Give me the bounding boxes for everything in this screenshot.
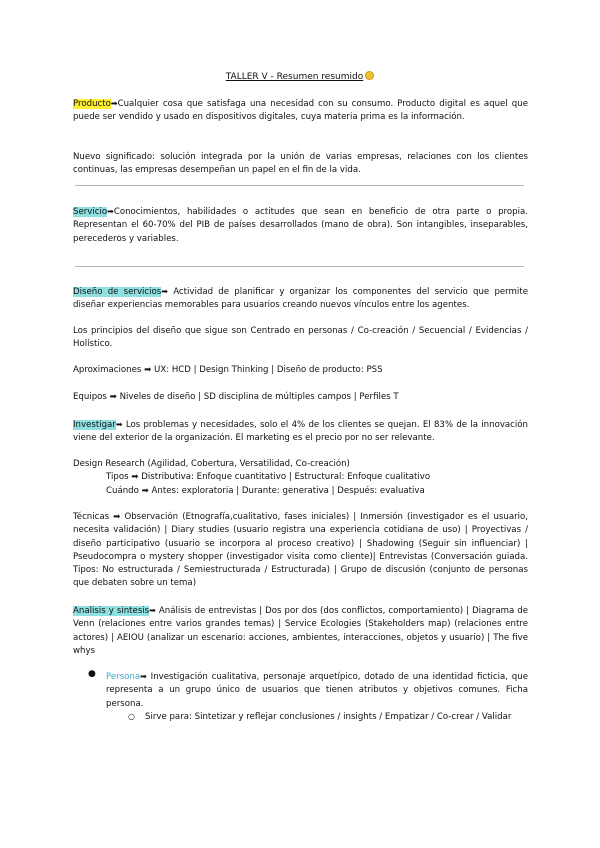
investigar-paragraph xyxy=(73,418,528,446)
producto-text: Cualquier cosa que satisfaga una necesidad con su consumo. Producto digital es aquel que puede ser vendido y usado en dispositivos digitales, cuya materia prima es la información. xyxy=(73,99,528,123)
tecnicas-paragraph: Técnicas ➡ Observación (Etnografía,cualitativo, fases iniciales) | Inmersión (investigador es el usuario, necesita validación) | Diary studies (usuario registra una experiencia cotidiana de uso) | Proyectivas / diseño participativo (usuario se incorpora al proceso creativo) | Shadowing (Seguir sin influenciar) | Pseudocompra o mystery shopper (investigador visita como cliente)| Entrevistas (Conversación guiada. Tipos: No estructurada / Semiestructurada / Estructurada) | Grupo de discusión (conjunto de personas que debaten sobre un tema) xyxy=(73,512,528,589)
investigar-text: Los problemas y necesidades, solo el 4% de los clientes se quejan. El 83% de la innovación viene del exterior de la organización. El marketing es el precio por no ser relevante. xyxy=(73,420,528,444)
design-research-line: Design Research (Agilidad, Cobertura, Versatilidad, Co-creación) xyxy=(73,459,350,469)
persona-paragraph xyxy=(106,670,528,711)
analisis-term: Analisis y sintesis xyxy=(73,606,150,616)
smiley-emoji-icon xyxy=(365,71,374,80)
aproximaciones-line: Aproximaciones ➡ UX: HCD | Design Thinking | Diseño de producto: PSS xyxy=(73,365,383,375)
diseno-paragraph xyxy=(73,285,528,313)
divider xyxy=(75,185,524,186)
sirve-para-paragraph: Sirve para: Sintetizar y reflejar conclusiones / insights / Empatizar / Co-crear / Validar xyxy=(145,712,512,722)
investigar-term: Investigar xyxy=(73,420,116,430)
persona-text: Investigación cualitativa, personaje arquetípico, dotado de una identidad ficticia, que representa a un grupo único de usuarios que tienen atributos y objetivos comunes. Ficha persona. xyxy=(106,672,528,709)
arrow-icon: ➡ xyxy=(110,99,118,108)
analisis-paragraph xyxy=(73,604,528,658)
persona-term: Persona xyxy=(106,672,141,682)
bullet-icon: ● xyxy=(88,669,96,679)
producto-nuevo-paragraph: Nuevo significado: solución integrada por la unión de varias empresas, relaciones con los clientes continuas, las empresas desempeñan un papel en el fin de la vida. xyxy=(73,152,528,176)
arrow-icon: ➡ xyxy=(115,420,123,429)
tipos-line: Tipos ➡ Distributiva: Enfoque cuantitativo | Estructural: Enfoque cualitativo xyxy=(106,472,431,482)
principios-paragraph: Los principios del diseño que sigue son Centrado en personas / Co-creación / Secuencial / Evidencias / Holístico. xyxy=(73,326,528,350)
servicio-term: Servicio xyxy=(73,207,108,217)
equipos-line: Equipos ➡ Niveles de diseño | SD disciplina de múltiples campos | Perfiles T xyxy=(73,392,399,402)
page-title: TALLER V - Resumen resumido xyxy=(0,71,600,82)
diseno-text: Actividad de planificar y organizar los componentes del servicio que permite diseñar experiencias memorables para usuarios creando nuevos vínculos entre los agentes. xyxy=(73,287,528,311)
servicio-paragraph xyxy=(73,205,528,246)
arrow-icon: ➡ xyxy=(161,287,168,296)
analisis-text: Análisis de entrevistas | Dos por dos (dos conflictos, comportamiento) | Diagrama de Venn (relaciones entre varios grandes temas) | Service Ecologies (Stakeholders map) (relaciones entre actores) | AEIOU (analizar un escenario: acciones, ambientes, interacciones, objetos y usuario) | The five whys xyxy=(73,606,528,656)
servicio-text: Conocimientos, habilidades o actitudes que sean en beneficio de otra parte o propia. Representan el 60-70% del PIB de países desarrollados (mano de obra). Son intangibles, inseparables, perecederos y variables. xyxy=(73,207,528,244)
cuando-line: Cuándo ➡ Antes: exploratoria | Durante: generativa | Después: evaluativa xyxy=(106,486,425,496)
arrow-icon: ➡ xyxy=(149,606,156,615)
divider xyxy=(75,266,524,267)
arrow-icon: ➡ xyxy=(140,672,147,681)
producto-term: Producto xyxy=(73,99,111,109)
diseno-term: Diseño de servicios xyxy=(73,287,162,297)
sub-bullet-icon: ○ xyxy=(128,712,135,721)
producto-paragraph xyxy=(73,97,528,125)
arrow-icon: ➡ xyxy=(107,207,114,216)
